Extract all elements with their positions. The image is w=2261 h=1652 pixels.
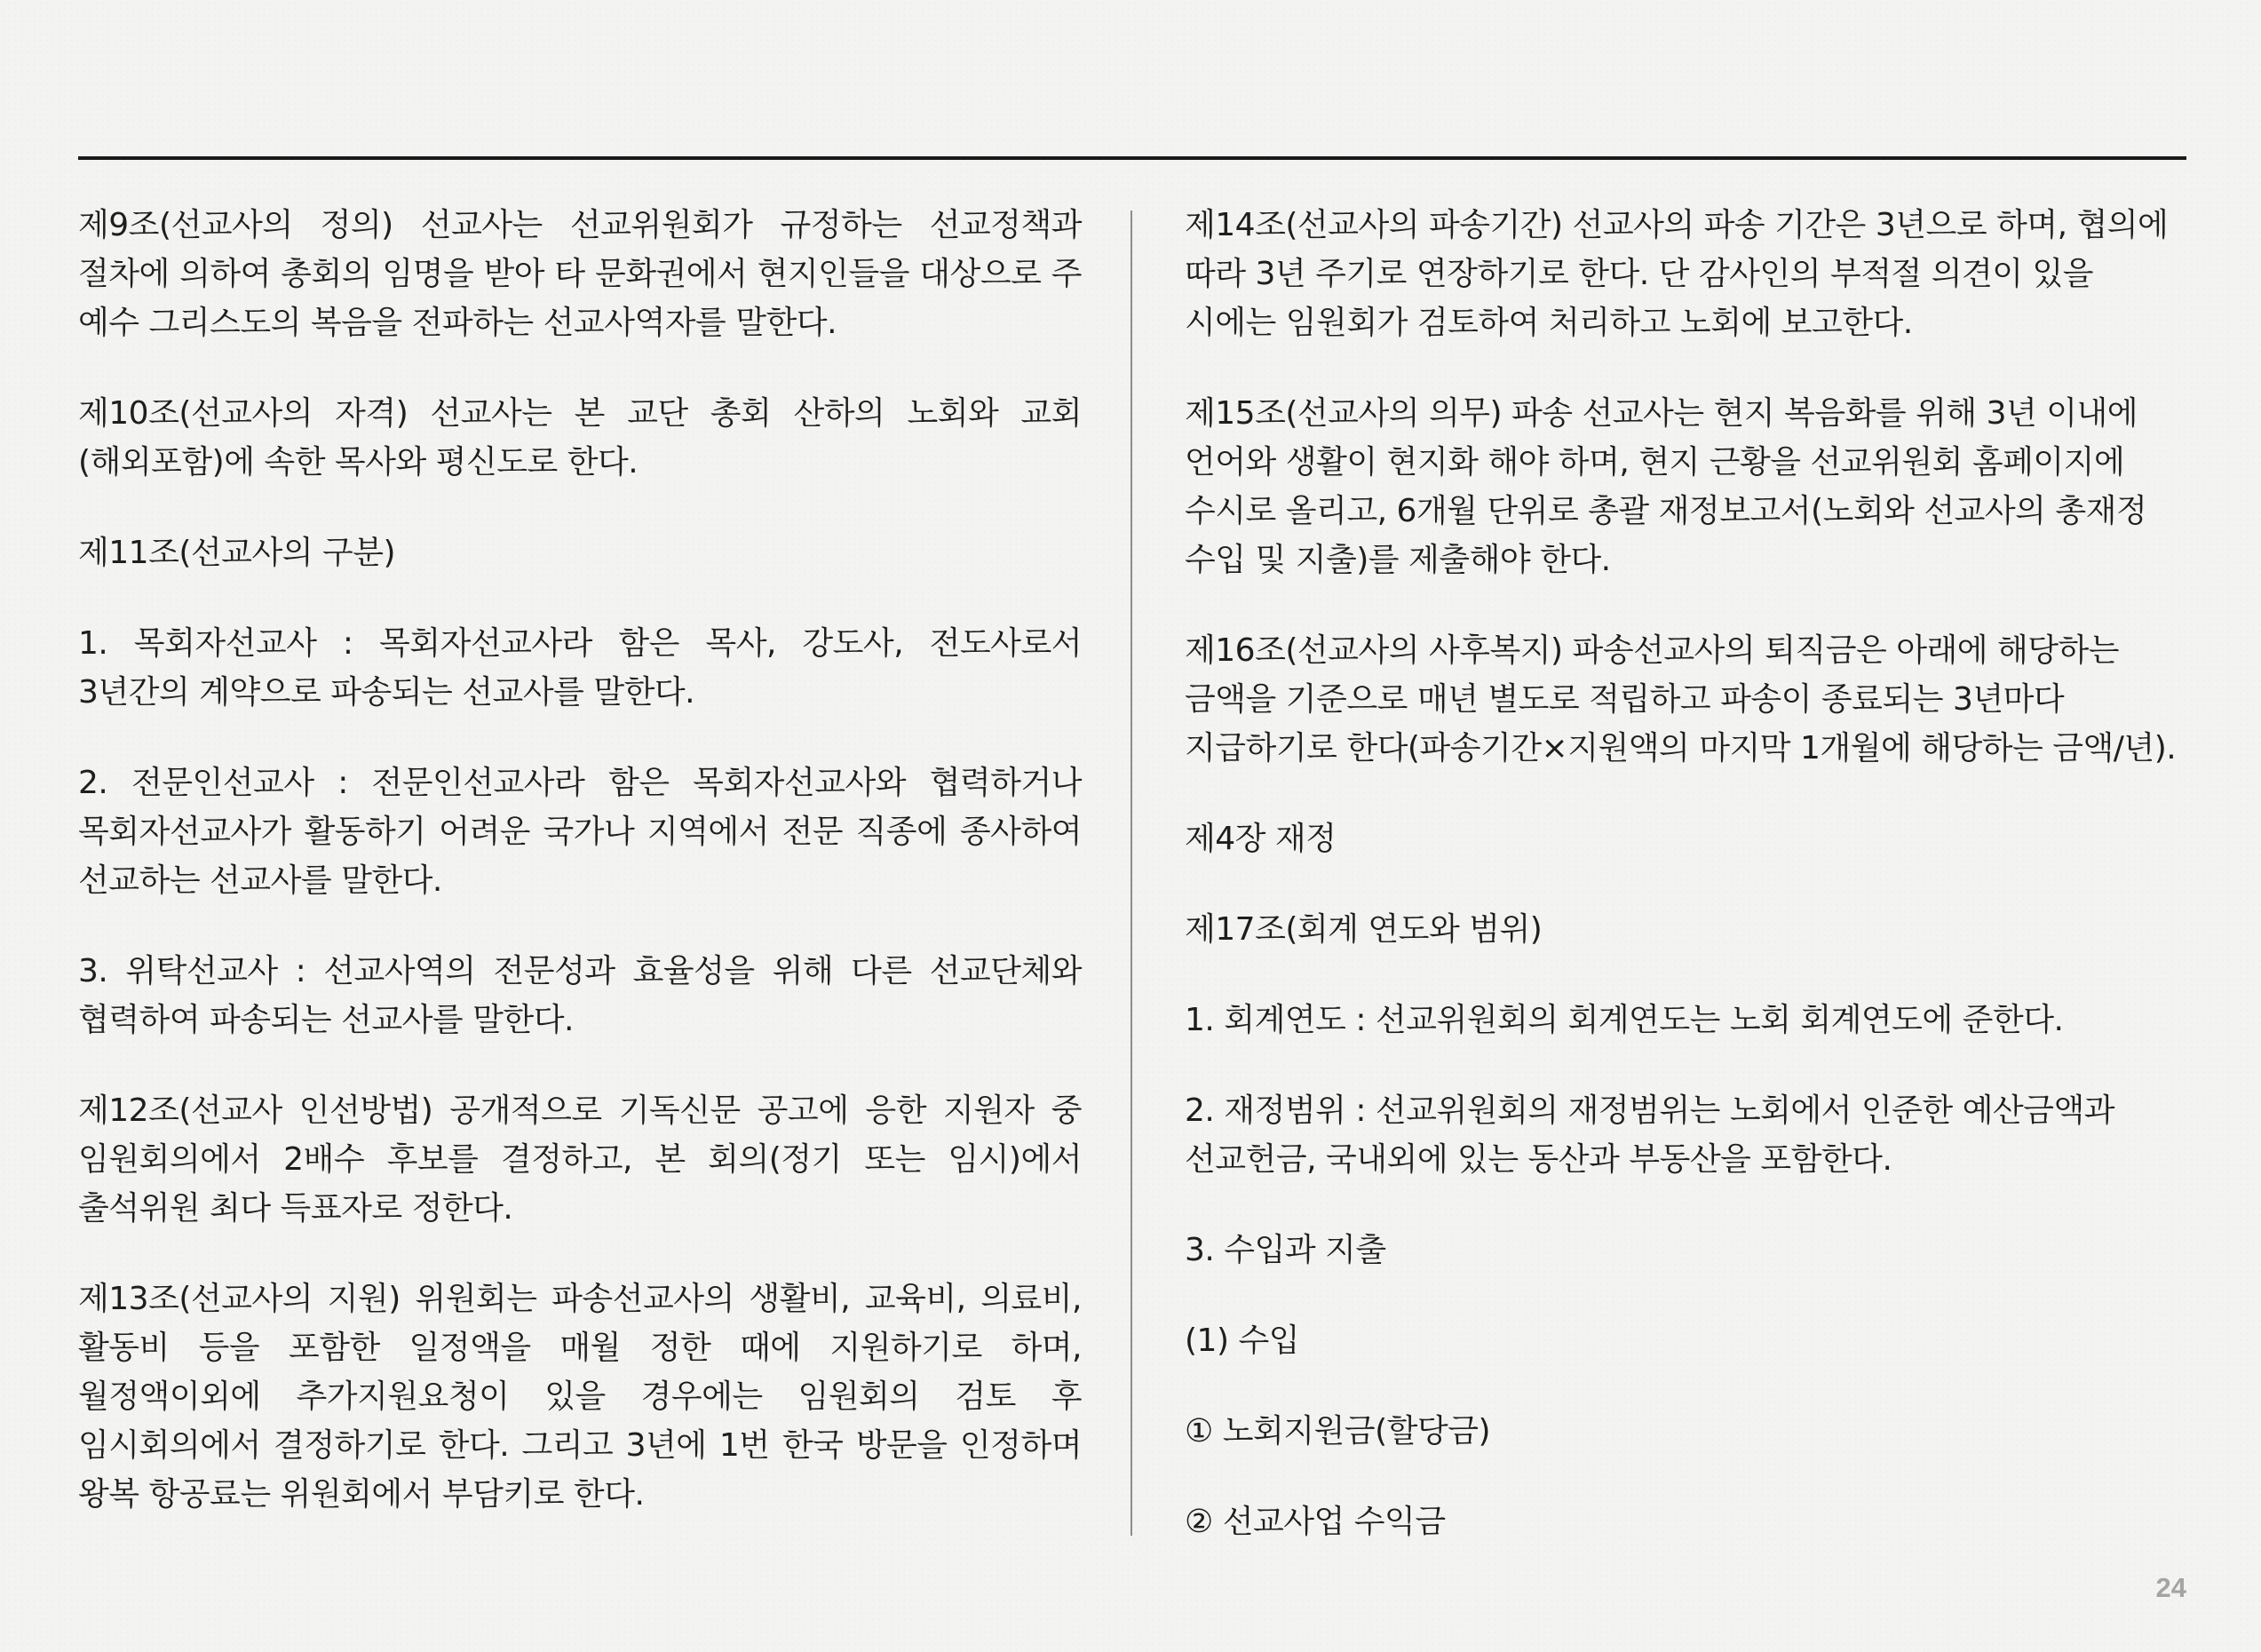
article-11-item-3: 3. 위탁선교사 : 선교사역의 전문성과 효율성을 위해 다른 선교단체와 협력하여 파송되는 선교사를 말한다. [78,953,1082,1038]
chapter-4-heading: 제4장 재정 [1185,821,1337,857]
article-9: 제9조(선교사의 정의) 선교사는 선교위원회가 규정하는 선교정책과 절차에 의하여 총회의 임명을 받아 타 문화권에서 현지인들을 대상으로 주 예수 그리스도의 복음을 전파하는 선교사역자를 말한다. [78,207,1082,341]
page-number: 24 [2155,1572,2186,1603]
article-17-item-3: 3. 수입과 지출 [1185,1232,1386,1268]
income-subheading: (1) 수입 [1185,1322,1299,1359]
article-13: 제13조(선교사의 지원) 위원회는 파송선교사의 생활비, 교육비, 의료비, 활동비 등을 포함한 일정액을 매월 정한 때에 지원하기로 하며, 월정액이외에 추가지원요청이 있을 경우에는 임원회의 검토 후 임시회의에서 결정하기로 한다. 그리고 3년에 1번 한국 방문을 인정하며 왕복 항공료는 위원회에서 부담키로 한다. [78,1281,1082,1513]
article-12: 제12조(선교사 인선방법) 공개적으로 기독신문 공고에 응한 지원자 중 임원회의에서 2배수 후보를 결정하고, 본 회의(정기 또는 임시)에서 출석위원 최다 득표자로 정한다. [78,1092,1082,1227]
income-item-2: ② 선교사업 수익금 [1185,1504,1446,1540]
article-14: 제14조(선교사의 파송기간) 선교사의 파송 기간은 3년으로 하며, 협의에 따라 3년 주기로 연장하기로 한다. 단 감사인의 부적절 의견이 있을 시에는 임원회가 검토하여 처리하고 노회에 보고한다. [1185,207,2169,341]
article-16: 제16조(선교사의 사후복지) 파송선교사의 퇴직금은 아래에 해당하는 금액을 기준으로 매년 별도로 적립하고 파송이 종료되는 3년마다 지급하기로 한다(파송기간×지원액의 마지막 1개월에 해당하는 금액/년). [1185,632,2177,766]
left-column [78,201,1082,1561]
article-11-heading: 제11조(선교사의 구분) [78,535,396,571]
article-10: 제10조(선교사의 자격) 선교사는 본 교단 총회 산하의 노회와 교회(해외포함)에 속한 목사와 평신도로 한다. [78,395,1082,481]
column-divider [1130,210,1132,1536]
article-17-item-2: 2. 재정범위 : 선교위원회의 재정범위는 노회에서 인준한 예산금액과 선교헌금, 국내외에 있는 동산과 부동산을 포함한다. [1185,1092,2115,1178]
article-11-item-2: 2. 전문인선교사 : 전문인선교사라 함은 목회자선교사와 협력하거나 목회자선교사가 활동하기 어려운 국가나 지역에서 전문 직종에 종사하여 선교하는 선교사를 말한다. [78,765,1082,899]
article-17-item-1: 1. 회계연도 : 선교위원회의 회계연도는 노회 회계연도에 준한다. [1185,1002,2064,1038]
article-15: 제15조(선교사의 의무) 파송 선교사는 현지 복음화를 위해 3년 이내에 언어와 생활이 현지화 해야 하며, 현지 근황을 선교위원회 홈페이지에 수시로 올리고, 6개월 단위로 총괄 재정보고서(노회와 선교사의 총재정 수입 및 지출)를 제출해야 한다. [1185,395,2147,578]
article-17-heading: 제17조(회계 연도와 범위) [1185,911,1543,948]
article-11-item-1: 1. 목회자선교사 : 목회자선교사라 함은 목사, 강도사, 전도사로서 3년간의 계약으로 파송되는 선교사를 말한다. [78,625,1082,711]
right-column [1185,201,2188,1588]
top-rule [78,156,2186,160]
income-item-1: ① 노회지원금(할당금) [1185,1413,1491,1449]
